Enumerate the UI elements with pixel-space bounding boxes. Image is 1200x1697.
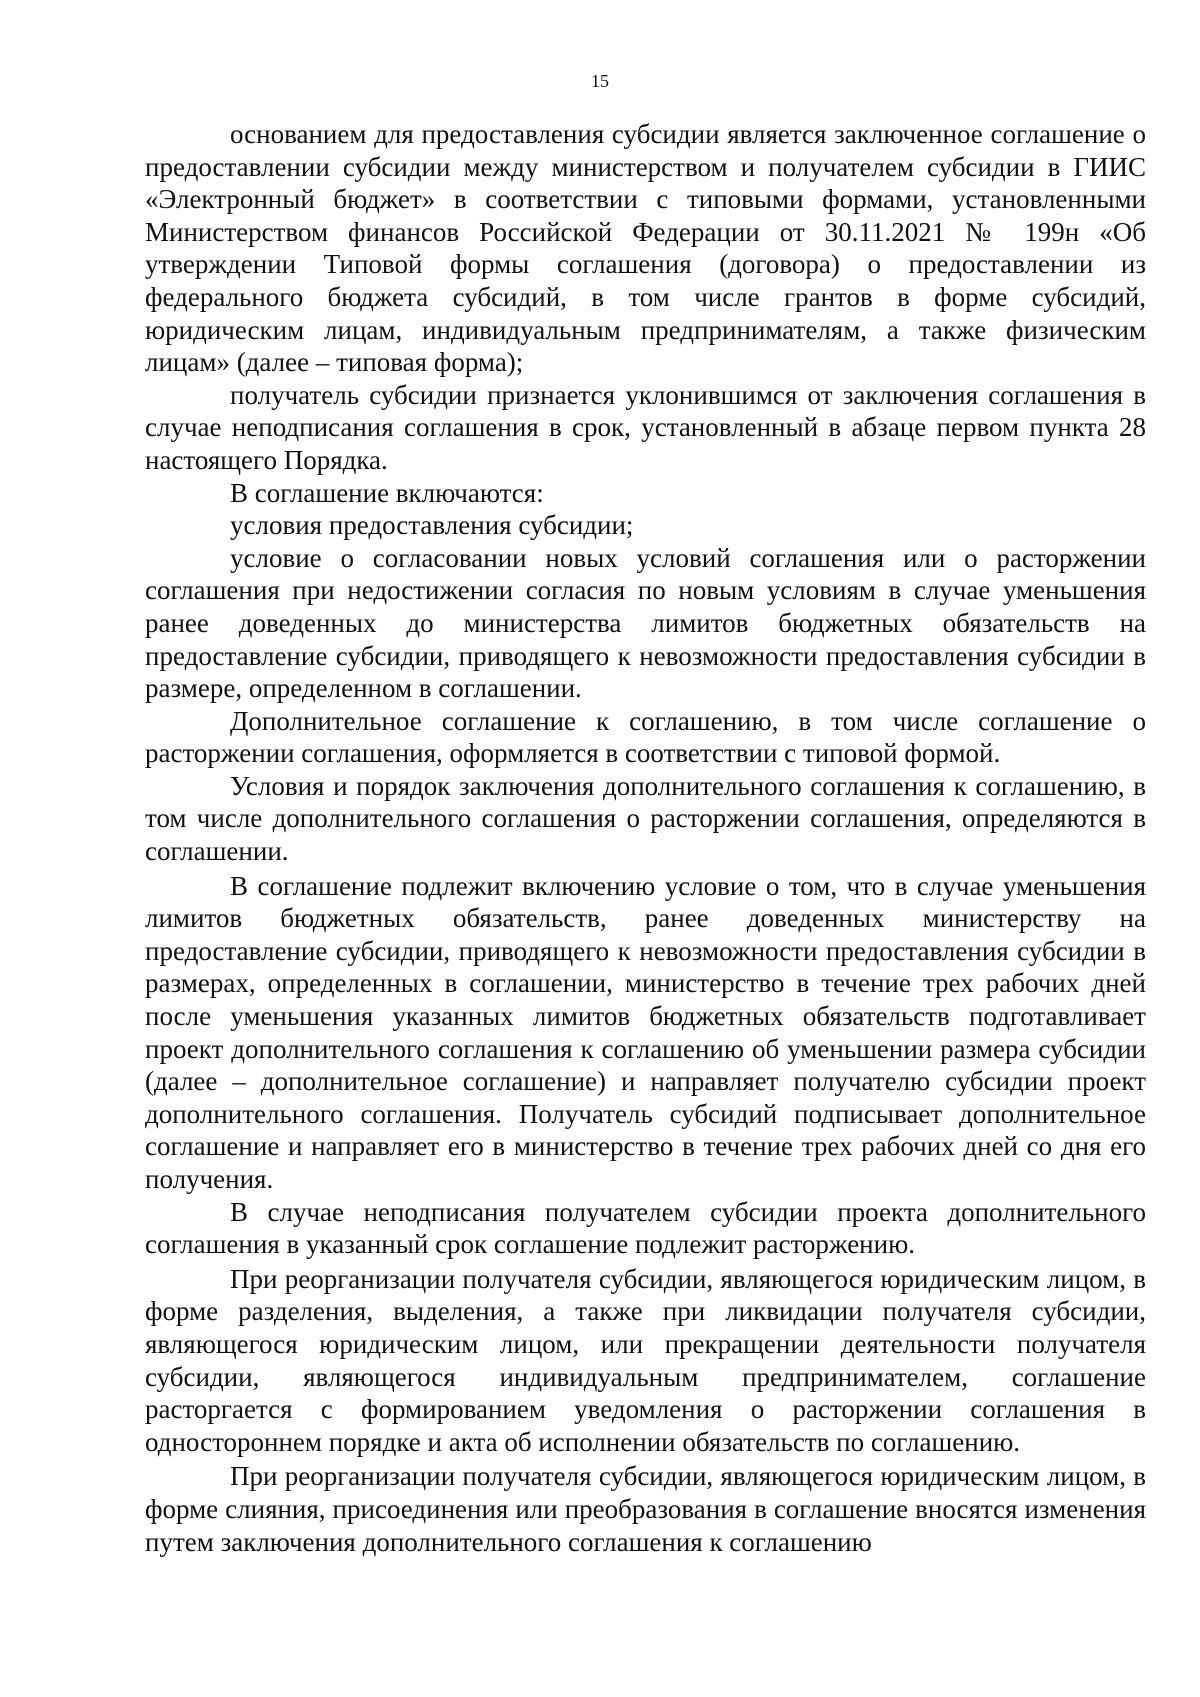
paragraph-limits-reduction: В соглашение подлежит включению условие о том, что в случае уменьшения лимитов бюджетных обязательств, ранее доведенных министерству на предоставление субсидии, приводящего к невозможности предоставления субсидии в размерах, определенных в соглашении, министерство в течение трех рабочих дней после уменьшения указанных лимитов бюджетных обязательств подготавливает проект дополнительного соглашения к соглашению об уменьшении размера субсидии (далее – дополнительное соглашение) и направляет получателю субсидии проект дополнительного соглашения. Получатель субсидий подписывает дополнительное соглашение и направляет его в министерство в течение трех рабочих дней со дня его получения.: [145, 870, 1146, 1194]
paragraph-additional-agreement: Дополнительное соглашение к соглашению, в том числе соглашение о расторжении соглашения, оформляется в соответствии с типовой формой.: [145, 705, 1146, 769]
paragraph-reorganization-merger: При реорганизации получателя субсидии, являющегося юридическим лицом, в форме слияния, присоединения или преобразования в соглашение вносятся изменения путем заключения дополнительного соглашения к соглашению: [145, 1461, 1146, 1557]
paragraph-conditions: условия предоставления субсидии;: [230, 510, 634, 541]
paragraph-agreement-includes: В соглашение включаются:: [230, 477, 544, 508]
paragraph-additional-agreement-terms: Условия и порядок заключения дополнительного соглашения к соглашению, в том числе дополнительного соглашения о расторжении соглашения, определяются в соглашении.: [145, 770, 1146, 867]
document-body: [145, 118, 1146, 1558]
paragraph-non-signing: В случае неподписания получателем субсидии проекта дополнительного соглашения в указанный срок соглашение подлежит расторжению.: [145, 1196, 1146, 1260]
paragraph-new-conditions: условие о согласовании новых условий соглашения или о расторжении соглашения при недостижении согласия по новым условиям в случае уменьшения ранее доведенных до министерства лимитов бюджетных обязательств на предоставление субсидии, приводящего к невозможности предоставления субсидии в размере, определенном в соглашении.: [145, 542, 1146, 704]
paragraph-agreement-basis: основанием для предоставления субсидии является заключенное соглашение о предоставлении субсидии между министерством и получателем субсидии в ГИИС «Электронный бюджет» в соответствии с типовыми формами, установленными Министерством финансов Российской Федерации от 30.11.2021 № 199н «Об утверждении Типовой формы соглашения (договора) о предоставлении из федерального бюджета субсидий, в том числе грантов в форме субсидий, юридическим лицам, индивидуальным предпринимателям, а также физическим лицам» (далее – типовая форма);: [145, 119, 1146, 378]
page-number: 15: [591, 71, 609, 91]
paragraph-evasion: получатель субсидии признается уклонившимся от заключения соглашения в случае неподписания соглашения в срок, установленный в абзаце первом пункта 28 настоящего Порядка.: [145, 379, 1146, 475]
paragraph-reorganization-division: При реорганизации получателя субсидии, являющегося юридическим лицом, в форме разделения, выделения, а также при ликвидации получателя субсидии, являющегося юридическим лицом, или прекращении деятельности получателя субсидии, являющегося индивидуальным предпринимателем, соглашение расторгается с формированием уведомления о расторжении соглашения в одностороннем порядке и акта об исполнении обязательств по соглашению.: [145, 1263, 1146, 1457]
